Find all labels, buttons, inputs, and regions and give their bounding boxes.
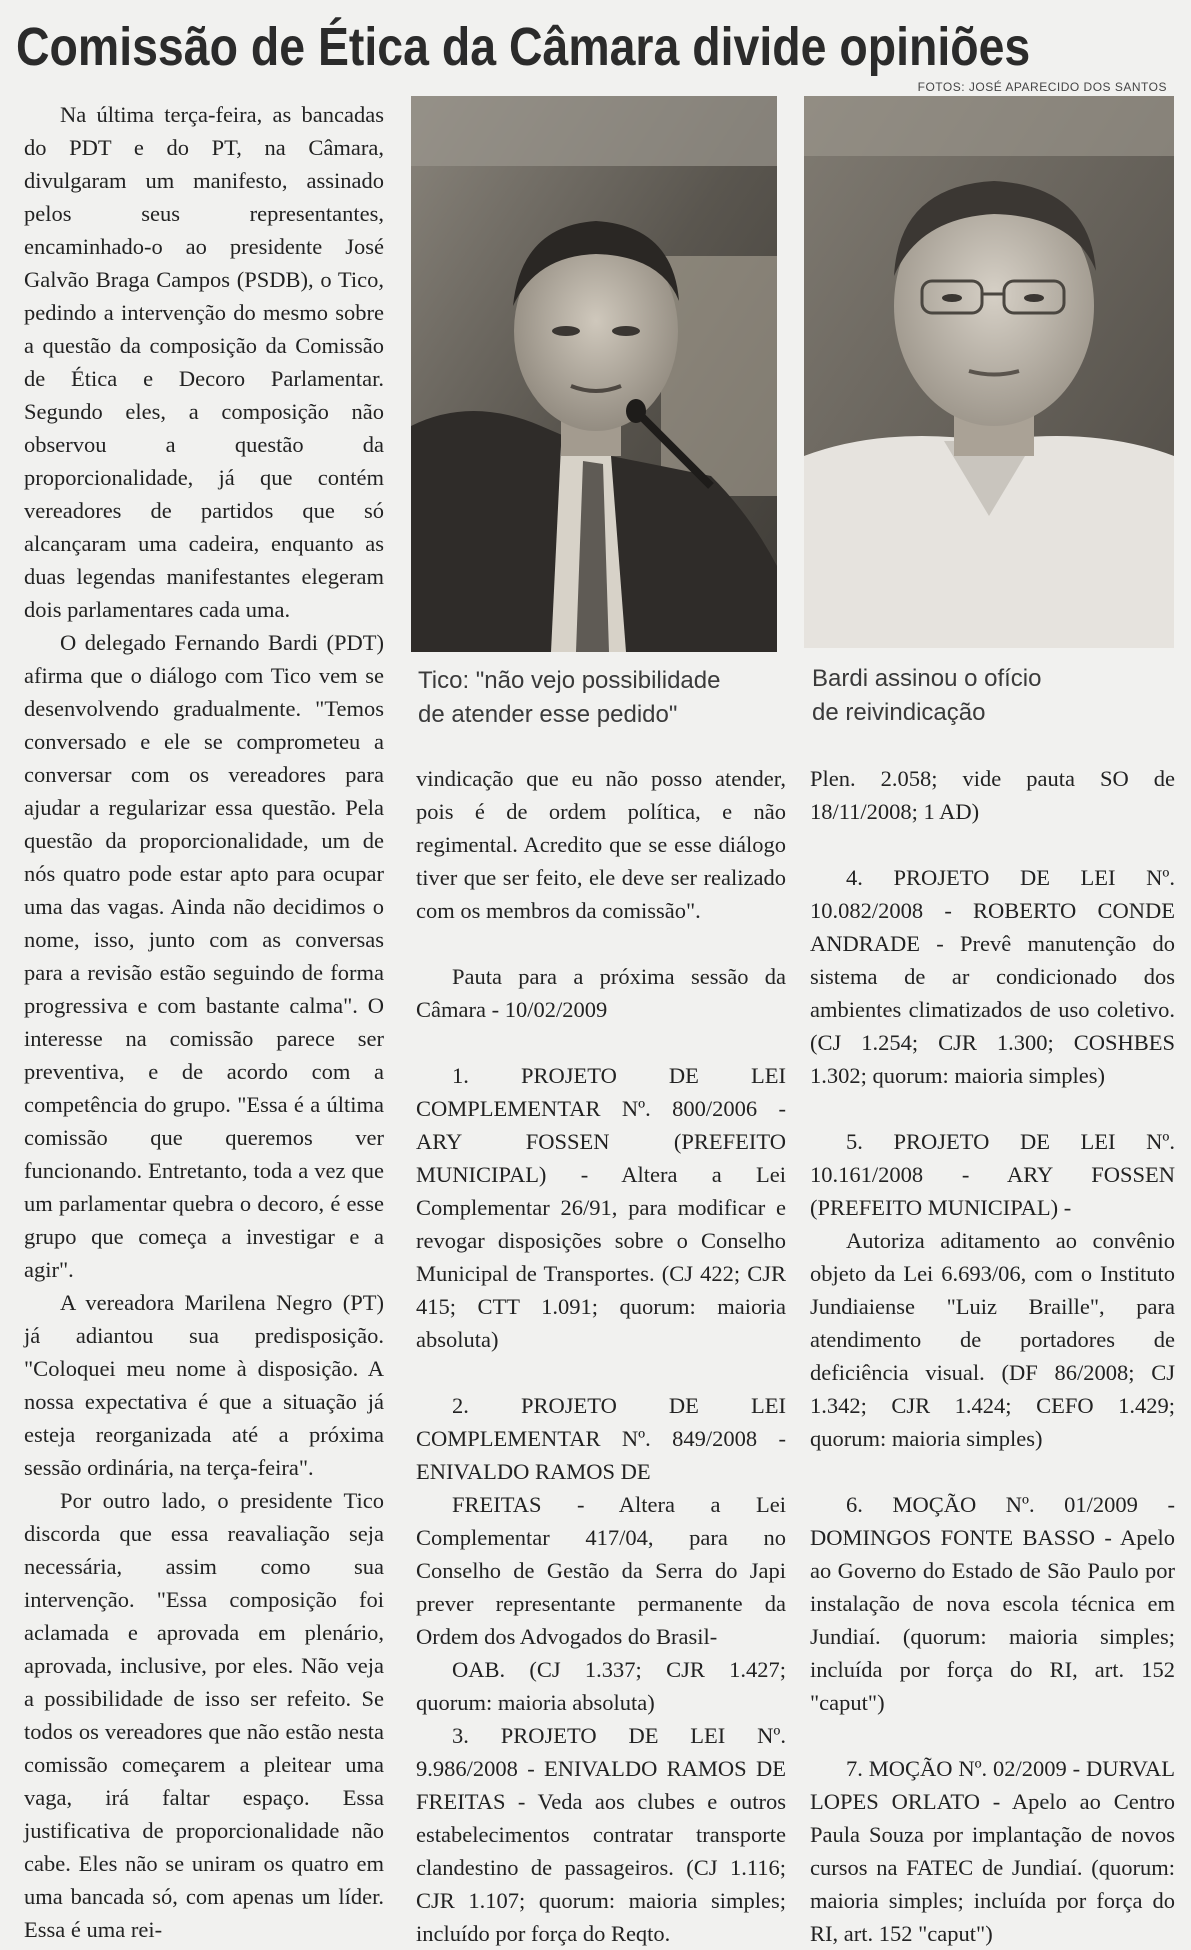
agenda-item: 7. MOÇÃO Nº. 02/2009 - DURVAL LOPES ORLATO - Apelo ao Centro Paula Souza por implantação de novos cursos na FATEC de Jundiaí. (quorum: maioria simples; incluída por força do RI, art. 152 "caput") (810, 1756, 1175, 1946)
caption-bardi (812, 662, 1172, 730)
caption-tico (418, 664, 788, 732)
paragraph: Por outro lado, o presidente Tico discorda que essa reavaliação seja necessária, assim como sua intervenção. "Essa composição foi aclamada e aprovada em plenário, aprovada, inclusive, por eles. Não veja a possibilidade de isso ser refeito. Se todos os vereadores que não estão nesta comissão começarem a pleitear uma vaga, irá faltar espaço. Essa justificativa de proporcionalidade não cabe. Eles não se uniram os quatro em uma bancada só, com apenas um líder. Essa é uma rei- (24, 1488, 384, 1942)
agenda-title: Pauta para a próxima sessão da Câmara - 10/02/2009 (416, 964, 786, 1022)
photo-bardi (804, 96, 1174, 648)
photo-tico (411, 96, 777, 652)
agenda-item: Autoriza aditamento ao convênio objeto da Lei 6.693/06, com o Instituto Jundiaiense "Luiz Braille", para atendimento de portadores de deficiência visual. (DF 86/2008; CJ 1.342; CJR 1.424; CEFO 1.429; quorum: maioria simples) (810, 1228, 1175, 1451)
paragraph: A vereadora Marilena Negro (PT) já adiantou sua predisposição. "Coloquei meu nome à disposição. A nossa expectativa é que a situação já esteja reorganizada até a próxima sessão ordinária, na terça-feira". (24, 1290, 384, 1480)
agenda-item: 4. PROJETO DE LEI Nº. 10.082/2008 - ROBERTO CONDE ANDRADE - Prevê manutenção do sistema de ar condicionado dos ambientes climatizados de uso coletivo. (CJ 1.254; CJR 1.300; COSHBES 1.302; quorum: maioria simples) (810, 865, 1175, 1088)
caption-line: Bardi assinou o ofício (812, 665, 1042, 692)
paragraph: O delegado Fernando Bardi (PDT) afirma que o diálogo com Tico vem se desenvolvendo gradualmente. "Temos conversado e ele se comprometeu a conversar com os vereadores para ajudar a regularizar essa questão. Pela questão da proporcionalidade, um de nós quatro pode estar apto para ocupar uma das vagas. Ainda não decidimos o nome, isso, junto com as conversas para a revisão estão seguindo de forma progressiva e com bastante calma". O interesse na comissão parece ser preventiva, e de acordo com a competência do grupo. "Essa é a última comissão que queremos ver funcionando. Entretanto, toda a vez que um parlamentar quebra o decoro, é esse grupo que começa a investigar e a agir". (24, 630, 384, 1282)
agenda-item: 5. PROJETO DE LEI Nº. 10.161/2008 - ARY FOSSEN (PREFEITO MUNICIPAL) - (810, 1129, 1175, 1220)
article-column-3 (810, 762, 1175, 1950)
agenda-item: 2. PROJETO DE LEI COMPLEMENTAR Nº. 849/2008 - ENIVALDO RAMOS DE (416, 1393, 786, 1484)
caption-line: Tico: "não vejo possibilidade (418, 667, 721, 694)
article-column-2 (416, 762, 786, 1950)
portrait-tico-illustration (411, 96, 777, 652)
agenda-item: 3. PROJETO DE LEI Nº. 9.986/2008 - ENIVALDO RAMOS DE FREITAS - Veda aos clubes e outros estabelecimentos contratar transporte clandestino de passageiros. (CJ 1.116; CJR 1.107; quorum: maioria simples; incluído por força do Reqto. (416, 1723, 786, 1946)
paragraph: Na última terça-feira, as bancadas do PDT e do PT, na Câmara, divulgaram um manifesto, assinado pelos seus representantes, encaminhado-o ao presidente José Galvão Braga Campos (PSDB), o Tico, pedindo a intervenção do mesmo sobre a questão da composição da Comissão de Ética e Decoro Parlamentar. Segundo eles, a composição não observou a questão da proporcionalidade, já que contém vereadores de partidos que só alcançaram uma cadeira, enquanto as duas legendas manifestantes elegeram dois parlamentares cada uma. (24, 102, 384, 622)
agenda-item: FREITAS - Altera a Lei Complementar 417/04, para no Conselho de Gestão da Serra do Japi prever representante permanente da Ordem dos Advogados do Brasil- (416, 1492, 786, 1649)
agenda-item: Plen. 2.058; vide pauta SO de 18/11/2008; 1 AD) (810, 766, 1175, 824)
article-column-1 (24, 98, 384, 1946)
photo-credit: FOTOS: JOSÉ APARECIDO DOS SANTOS (917, 80, 1167, 94)
caption-line: de atender esse pedido" (418, 701, 678, 728)
portrait-bardi-illustration (804, 96, 1174, 648)
paragraph: vindicação que eu não posso atender, pois é de ordem política, e não regimental. Acredito que se esse diálogo tiver que ser feito, ele deve ser realizado com os membros da comissão". (416, 766, 786, 923)
headline: Comissão de Ética da Câmara divide opiniões (16, 17, 1031, 77)
agenda-item: 1. PROJETO DE LEI COMPLEMENTAR Nº. 800/2006 - ARY FOSSEN (PREFEITO MUNICIPAL) - Altera a Lei Complementar 26/91, para modificar e revogar disposições sobre o Conselho Municipal de Transportes. (CJ 422; CJR 415; CTT 1.091; quorum: maioria absoluta) (416, 1063, 786, 1352)
agenda-item: OAB. (CJ 1.337; CJR 1.427; quorum: maioria absoluta) (416, 1657, 786, 1715)
caption-line: de reivindicação (812, 699, 986, 726)
agenda-item: 6. MOÇÃO Nº. 01/2009 - DOMINGOS FONTE BASSO - Apelo ao Governo do Estado de São Paulo por instalação de nova escola técnica em Jundiaí. (quorum: maioria simples; incluída por força do RI, art. 152 "caput") (810, 1492, 1175, 1715)
